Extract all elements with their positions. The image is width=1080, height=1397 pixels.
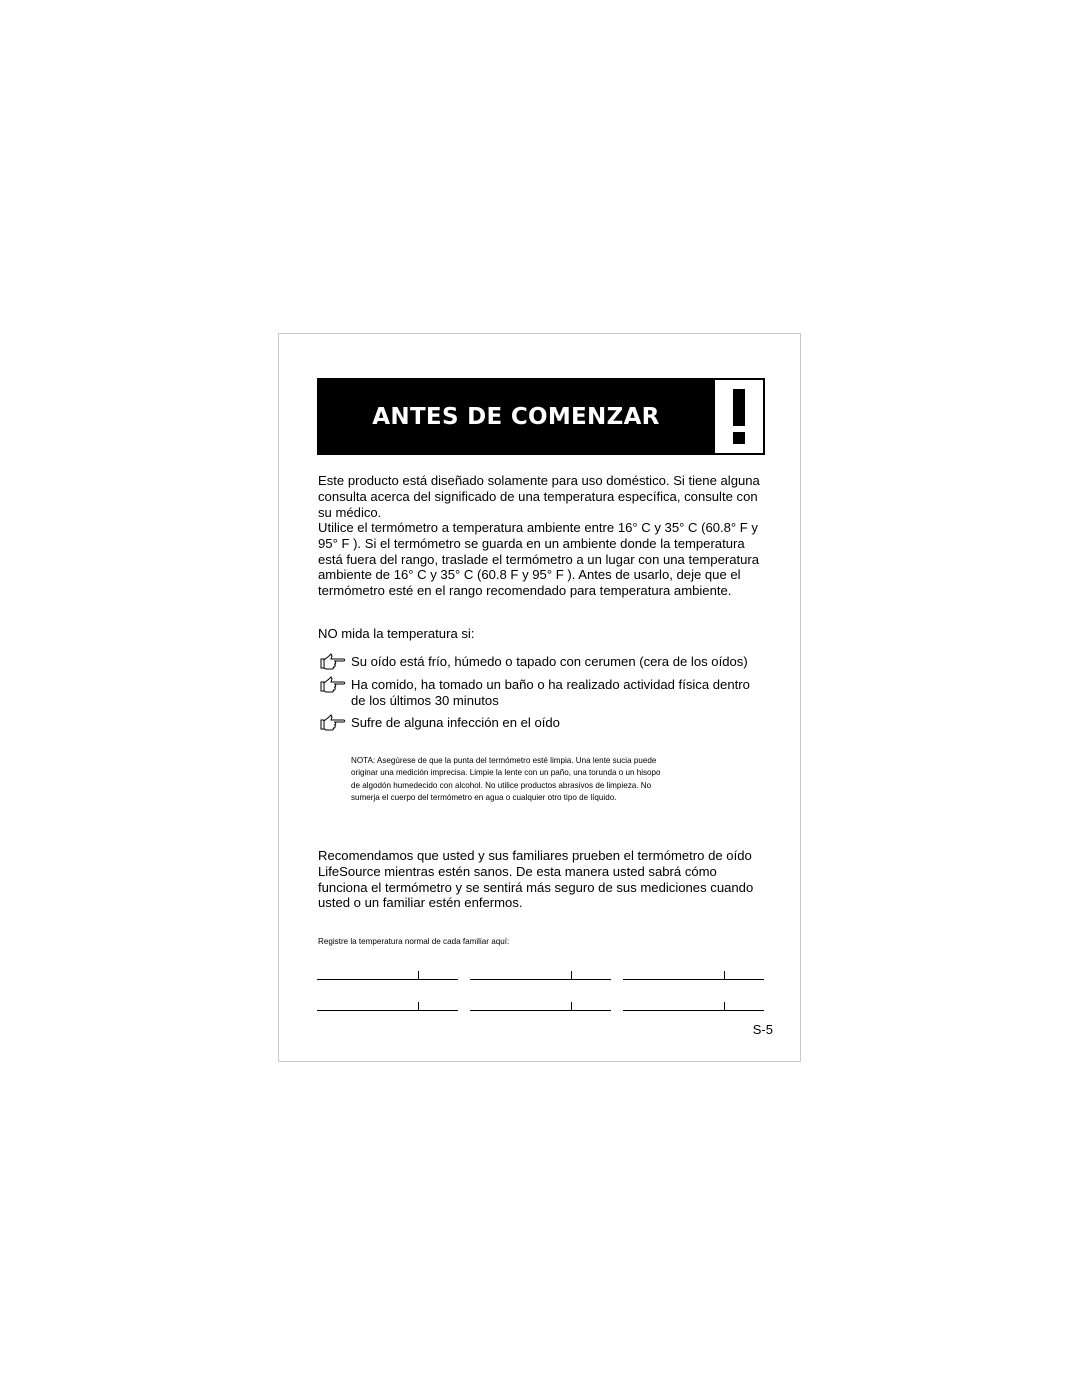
manual-page xyxy=(278,333,801,1062)
divider xyxy=(571,971,572,979)
section-banner xyxy=(317,378,765,455)
divider xyxy=(418,971,419,979)
temperature-range-paragraph: Utilice el termómetro a temperatura ambiente entre 16° C y 35° C (60.8° F y 95° F ). Si el termómetro se guarda en un ambiente donde la temperatura está fuera del rango, traslade el termómetro a un lugar con una temperatura ambiente de 16° C y 35° C (60.8 F y 95° F ). Antes de usarlo, deje que el termómetro esté en el rango recomendado para temperatura ambiente. xyxy=(318,520,760,599)
registre-label: Registre la temperatura normal de cada familiar aquí: xyxy=(318,937,510,946)
temperature-entry-line[interactable] xyxy=(623,1002,764,1011)
temperature-entry-line[interactable] xyxy=(623,971,764,980)
exclamation-icon xyxy=(715,380,763,453)
temperature-entry-line[interactable] xyxy=(317,1002,458,1011)
pointing-hand-icon xyxy=(320,714,346,731)
no-mida-label: NO mida la temperatura si: xyxy=(318,626,475,641)
list-item xyxy=(318,715,768,731)
page-number: S-5 xyxy=(752,1022,773,1037)
temperature-entry-line[interactable] xyxy=(470,1002,611,1011)
divider xyxy=(571,1002,572,1010)
divider xyxy=(724,971,725,979)
list-item xyxy=(318,654,768,670)
list-item xyxy=(318,677,768,709)
temperature-entry-line[interactable] xyxy=(317,971,458,980)
intro-paragraph: Este producto está diseñado solamente para uso doméstico. Si tiene alguna consulta acerca del significado de una temperatura específica, consulte con su médico. xyxy=(318,473,760,520)
recommendation-paragraph: Recomendamos que usted y sus familiares prueben el termómetro de oído LifeSource mientras estén sanos. De esta manera usted sabrá cómo funciona el termómetro y se sentirá más seguro de sus mediciones cuando usted o un familiar estén enfermos. xyxy=(318,848,754,911)
bullet-text: Ha comido, ha tomado un baño o ha realizado actividad física dentro de los últimos 30 minutos xyxy=(351,676,750,708)
bullet-text: Sufre de alguna infección en el oído xyxy=(351,715,560,731)
section-title: ANTES DE COMENZAR xyxy=(372,403,660,430)
pointing-hand-icon xyxy=(320,653,346,670)
nota-note: NOTA: Asegúrese de que la punta del termómetro esté limpia. Una lente sucia puede originar una medición imprecisa. Limpie la lente con un paño, una torunda o un hisopo de algodón humedecido con alcohol. No utilice productos abrasivos de limpieza. No sumerja el cuerpo del termómetro en agua o cualquier otro tipo de líquido. xyxy=(351,756,661,803)
bullet-text: Su oído está frío, húmedo o tapado con cerumen (cera de los oídos) xyxy=(351,654,748,669)
temperature-entry-line[interactable] xyxy=(470,971,611,980)
warning-list xyxy=(318,654,768,738)
divider xyxy=(724,1002,725,1010)
divider xyxy=(418,1002,419,1010)
pointing-hand-icon xyxy=(320,676,346,693)
